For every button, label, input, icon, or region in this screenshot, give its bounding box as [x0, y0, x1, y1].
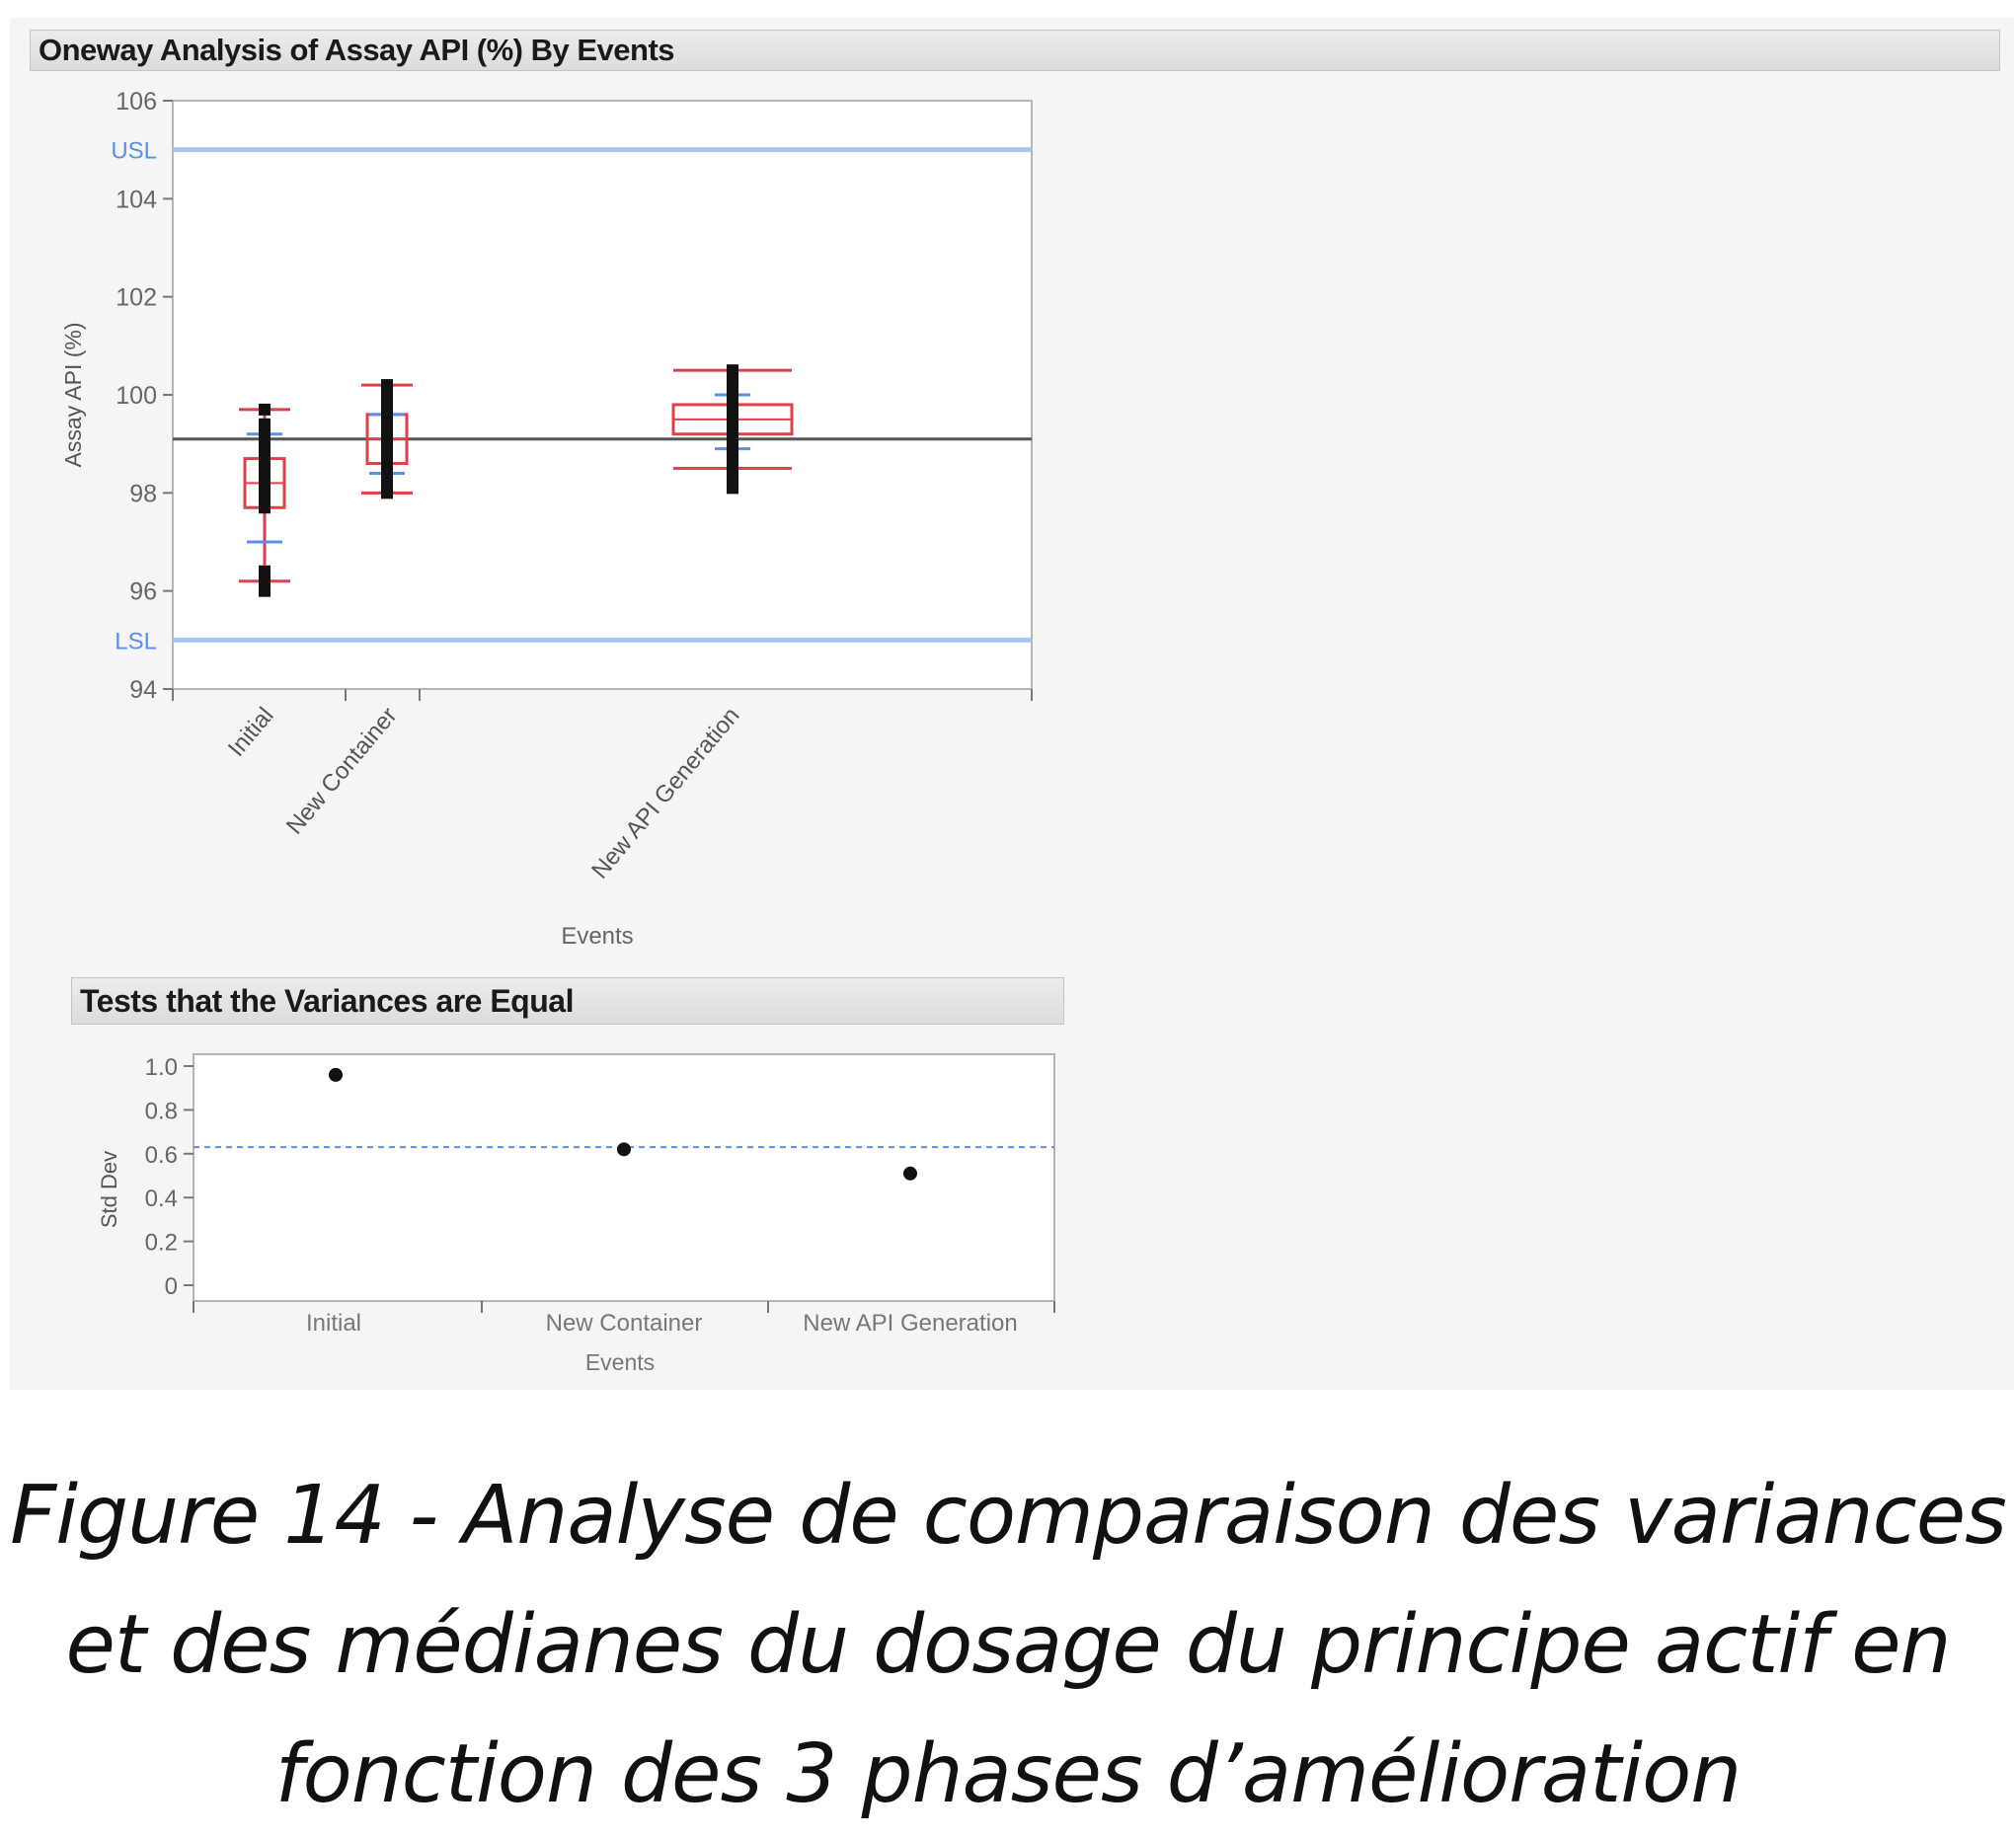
y-tick-label: 106	[116, 88, 157, 115]
x-axis-label: Events	[584, 1349, 656, 1375]
x-category-label: New API Generation	[586, 702, 745, 884]
y-axis-label: Std Dev	[97, 1150, 121, 1229]
y-tick-label: 0.6	[144, 1141, 178, 1169]
y-tick-label: 0	[164, 1273, 178, 1300]
spec-limit-label: USL	[111, 137, 157, 165]
y-tick-label: 0.2	[144, 1229, 178, 1257]
variances-section-header[interactable]	[71, 977, 1064, 1025]
plot-frame	[194, 1054, 1054, 1301]
spec-limit-label: LSL	[115, 628, 157, 655]
y-tick-label: 1.0	[144, 1054, 178, 1081]
y-tick-label: 102	[116, 283, 157, 312]
variances-section-title: Tests that the Variances are Equal	[80, 982, 574, 1019]
x-category-label: New Container	[545, 1310, 703, 1337]
std-dev-point	[329, 1068, 343, 1082]
plot-frame	[173, 101, 1032, 689]
group-1-data-point	[381, 379, 393, 391]
y-tick-label: 94	[129, 676, 157, 704]
figure-caption	[0, 1451, 2016, 1839]
y-tick-label: 100	[116, 382, 157, 410]
std-dev-point	[903, 1167, 917, 1181]
y-tick-label: 104	[116, 186, 157, 214]
caption-line-3: fonction des 3 phases d’amélioration	[274, 1727, 1742, 1821]
oneway-section-title: Oneway Analysis of Assay API (%) By Events	[39, 33, 675, 67]
y-axis-label: Assay API (%)	[60, 322, 86, 468]
caption-line-2: et des médianes du dosage du principe actif en	[65, 1598, 1951, 1692]
group-0-data-point	[259, 566, 271, 577]
x-category-label: New Container	[280, 702, 403, 840]
x-category-label: Initial	[305, 1310, 362, 1337]
x-axis-label: Events	[561, 923, 634, 950]
oneway-box-plot-chart	[0, 0, 1086, 967]
x-category-label: Initial	[222, 702, 279, 762]
y-tick-label: 0.8	[144, 1098, 178, 1125]
caption-line-1: Figure 14 - Analyse de comparaison des variances	[10, 1469, 2006, 1563]
group-2-data-point	[727, 364, 738, 376]
y-tick-label: 96	[129, 577, 157, 606]
y-tick-label: 98	[129, 480, 157, 508]
y-tick-label: 0.4	[144, 1186, 178, 1213]
group-0-data-point	[259, 404, 271, 416]
std-dev-chart	[0, 1027, 1086, 1392]
x-category-label: New API Generation	[803, 1310, 1018, 1337]
group-0-data-point	[259, 419, 271, 430]
std-dev-point	[617, 1142, 631, 1156]
